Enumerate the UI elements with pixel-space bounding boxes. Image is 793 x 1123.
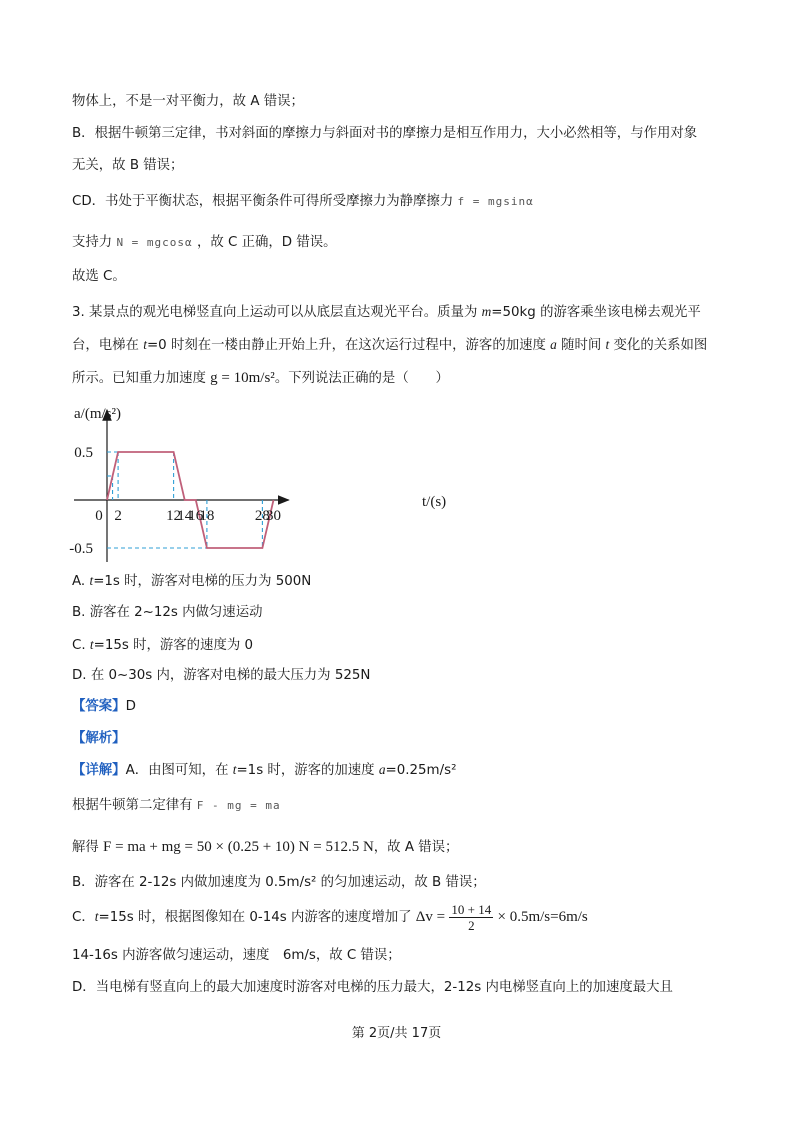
text-fragment: =1s 时，游客的加速度 <box>236 763 379 778</box>
text-fragment: A. <box>72 574 90 589</box>
chart-labels <box>69 406 446 557</box>
text-line <box>72 837 458 858</box>
x-tick-label: 12 <box>166 508 182 524</box>
formula: F = ma + mg = 50 × (0.25 + 10) N = 512.5 N <box>103 839 374 855</box>
text-fragment: 所示。已知重力加速度 <box>72 371 211 386</box>
math-var: m <box>481 304 492 319</box>
text-fragment: C. <box>72 638 90 653</box>
fraction-numerator: 10 + 14 <box>451 901 492 917</box>
answer-line <box>72 697 136 717</box>
y-tick-label: -0.5 <box>69 541 93 557</box>
x-tick-label: 28 <box>254 508 270 524</box>
formula: g = 10m/s² <box>210 370 275 386</box>
option-b: B. 游客在 2~12s 内做匀速运动 <box>72 605 263 620</box>
acceleration-time-graph <box>60 398 460 563</box>
text-line: B．根据牛顿第三定律，书对斜面的摩擦力与斜面对书的摩擦力是相互作用力，大小必然相等，与作用对象 <box>72 126 698 141</box>
text-line <box>72 796 281 816</box>
question-line <box>72 335 707 356</box>
text-fragment: =0 时刻在一楼由静止开始上升，在这次运行过程中，游客的加速度 <box>146 338 551 353</box>
text-fragment: 台，电梯在 <box>72 338 144 353</box>
text-fragment: 。下列说法正确的是（ ） <box>274 371 449 386</box>
question-line <box>72 302 701 323</box>
fraction-denominator: 2 <box>468 917 475 933</box>
text-fragment: 解得 <box>72 840 99 855</box>
text-fragment: =0.25m/s² <box>385 763 457 778</box>
formula: N = mgcosα <box>116 236 193 249</box>
text-fragment: A．由图可知，在 <box>125 763 233 778</box>
text-fragment: 根据牛顿第二定律有 <box>72 798 193 813</box>
x-axis-label: t/(s) <box>422 494 447 510</box>
math-var: t <box>89 637 94 652</box>
text-fragment: C． <box>72 910 95 925</box>
math-var: t <box>94 909 99 924</box>
math-var: a <box>550 337 557 352</box>
text-fragment: 变化的关系如图 <box>609 338 708 353</box>
x-tick-label: 16 <box>188 508 204 524</box>
text-fragment: ，故 C 正确，D 错误。 <box>196 235 337 250</box>
x-tick-label: 2 <box>114 508 122 524</box>
option-a <box>72 571 311 592</box>
question-line <box>72 368 449 389</box>
text-line <box>72 900 588 935</box>
text-fragment: 支持力 <box>72 235 113 250</box>
text-line <box>72 233 337 253</box>
text-line: 故选 C。 <box>72 269 126 284</box>
formula: F - mg = ma <box>196 799 281 812</box>
math-var: t <box>605 337 610 352</box>
answer-tag: 【答案】 <box>72 699 126 714</box>
detail-line <box>72 760 456 781</box>
option-c <box>72 635 253 656</box>
text-fragment: CD．书处于平衡状态，根据平衡条件可得所受摩擦力为静摩擦力 <box>72 194 454 209</box>
formula: × 0.5m/s=6m/s <box>497 909 588 925</box>
detail-tag: 【详解】 <box>72 763 126 778</box>
analysis-label: 【解析】 <box>72 731 126 746</box>
math-var: a <box>378 762 386 777</box>
math-var: t <box>89 573 94 588</box>
text-fragment: =15s 时，游客的速度为 0 <box>93 638 254 653</box>
option-d: D. 在 0~30s 内，游客对电梯的最大压力为 525N <box>72 668 371 683</box>
x-tick-label: 14 <box>177 508 193 524</box>
text-line: D．当电梯有竖直向上的最大加速度时游客对电梯的压力最大，2-12s 内电梯竖直向上的加速度最大且 <box>72 980 673 995</box>
text-fragment: =50kg 的游客乘坐该电梯去观光平 <box>491 305 701 320</box>
text-fragment: =1s 时，游客对电梯的压力为 500N <box>93 574 312 589</box>
text-line: B．游客在 2-12s 内做加速度为 0.5m/s² 的匀加速运动，故 B 错误； <box>72 875 486 890</box>
text-fragment: 随时间 <box>556 338 606 353</box>
origin-label: 0 <box>95 508 103 524</box>
x-tick-label: 30 <box>266 508 281 524</box>
formula: f = mgsinα <box>457 195 534 208</box>
x-tick-label: 18 <box>199 508 215 524</box>
formula: Δv = <box>415 909 446 925</box>
answer-value: D <box>125 699 136 714</box>
text-fragment: ，故 A 错误； <box>373 840 459 855</box>
y-tick-label: 0.5 <box>74 445 93 461</box>
analysis-tag <box>72 729 126 749</box>
fraction <box>449 902 493 933</box>
text-line: 无关，故 B 错误； <box>72 158 184 173</box>
text-fragment: 3. 某景点的观光电梯竖直向上运动可以从底层直达观光平台。质量为 <box>72 305 482 320</box>
text-line: 14-16s 内游客做匀速运动，速度 6m/s，故 C 错误； <box>72 948 401 963</box>
text-line <box>72 192 534 212</box>
page-footer: 第 2页/共 17页 <box>351 1026 442 1041</box>
text-line: 物体上，不是一对平衡力，故 A 错误； <box>72 94 304 109</box>
math-var: t <box>232 762 237 777</box>
text-fragment: =15s 时，根据图像知在 0-14s 内游客的速度增加了 <box>98 910 416 925</box>
y-axis-label: a/(m/s²) <box>74 406 121 422</box>
math-var: t <box>143 337 147 352</box>
